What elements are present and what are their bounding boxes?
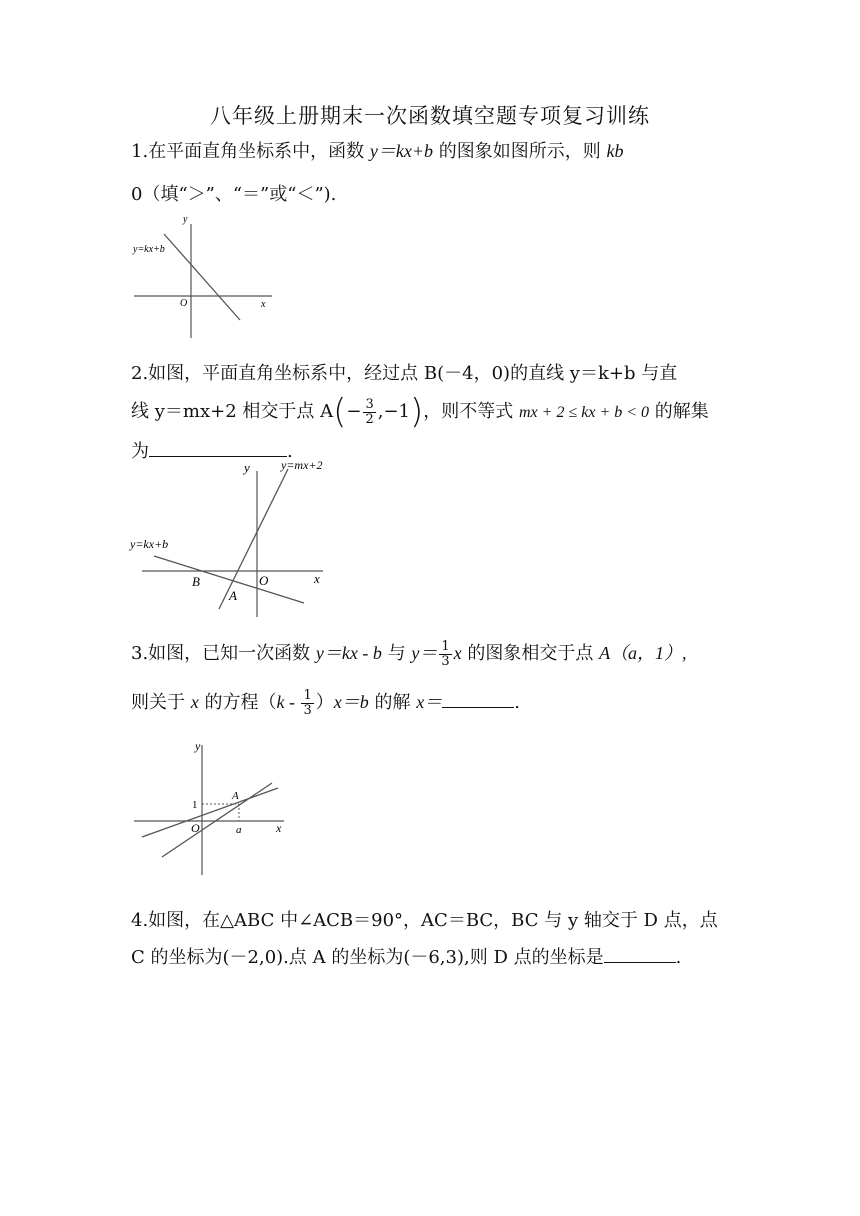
q2-line-mx2-label: y=mx+2 xyxy=(281,458,323,472)
q2-line-kxb-label: y=kx+b xyxy=(130,537,169,551)
q3-line2 xyxy=(131,688,520,718)
q2-answer-blank[interactable] xyxy=(149,440,287,457)
q3-frac2-den: 3 xyxy=(303,702,312,718)
q3-answer-blank[interactable] xyxy=(442,691,514,708)
q3-x-label: x xyxy=(276,821,282,835)
q3-k: k - xyxy=(276,692,300,712)
q1-x-label: x xyxy=(261,299,266,310)
q2-text-d: 的解集 xyxy=(649,401,709,422)
q2-inequality: mx + 2 ≤ kx + b < 0 xyxy=(519,404,650,421)
q1-figure xyxy=(128,212,278,342)
q2-line3-label: 为 xyxy=(131,441,149,462)
q3-function2-right: x xyxy=(453,643,462,663)
q3-origin-label: O xyxy=(191,821,200,835)
q2-figure xyxy=(128,457,343,622)
q2-x-label: x xyxy=(314,571,320,586)
q2-line2 xyxy=(131,392,709,432)
q3-fraction2 xyxy=(301,689,313,718)
q3-text-b: 与 xyxy=(381,643,412,664)
q3-y-label: y xyxy=(195,739,201,753)
q2-paren-left: ( xyxy=(333,392,347,432)
q3-line2-end: . xyxy=(514,692,520,713)
q3-x: x xyxy=(190,692,199,712)
q3-line1 xyxy=(131,639,687,669)
q3-line2-c: ） xyxy=(315,692,334,713)
q3-point: A（a，1）, xyxy=(599,643,687,663)
q3-line2-d: x＝b xyxy=(333,692,369,712)
q3-a-tick-label: a xyxy=(236,824,242,836)
q2-origin-label: O xyxy=(259,573,269,588)
q2-text-c: ，则不等式 xyxy=(423,401,519,422)
q3-line2-e: 的解 xyxy=(368,692,417,713)
q4-line2 xyxy=(131,943,681,969)
q2-y-label: y xyxy=(244,460,250,475)
q2-paren-right: ) xyxy=(410,392,424,432)
q3-one-label: 1 xyxy=(192,799,198,811)
q2-point-neg: − xyxy=(346,401,362,422)
q2-text-b: 线 y＝mx+2 相交于点 A xyxy=(131,401,334,422)
q1-kb: kb xyxy=(606,141,624,161)
q1-line1 xyxy=(131,137,624,163)
q3-frac1-den: 3 xyxy=(441,653,450,669)
q3-line2-b: 的方程（ xyxy=(198,692,277,713)
q3-text-a: 3.如图，已知一次函数 xyxy=(131,643,316,664)
q1-function-line xyxy=(164,234,240,320)
q3-point-a-label: A xyxy=(232,790,239,802)
q3-line-third-x xyxy=(142,788,278,837)
q4-line2-text: C 的坐标为(－2,0).点 A 的坐标为(－6,3),则 D 点的坐标是 xyxy=(131,947,604,968)
q1-line-label: y=kx+b xyxy=(133,244,165,255)
q3-line-kx-b xyxy=(162,783,272,857)
q1-number: 1. xyxy=(131,141,149,162)
q1-y-label: y xyxy=(183,214,188,225)
q3-fraction1 xyxy=(439,640,451,669)
q2-frac-den: 2 xyxy=(365,411,374,427)
q1-origin-label: O xyxy=(180,298,188,309)
q3-function2-left: y＝ xyxy=(411,643,438,663)
q1-text-a: 在平面直角坐标系中，函数 xyxy=(148,141,370,162)
q4-line1: 4.如图，在△ABC 中∠ACB＝90°，AC＝BC，BC 与 y 轴交于 D 点，点 xyxy=(131,910,718,931)
q2-frac-num: 3 xyxy=(365,396,374,412)
q3-function1: y＝kx - b xyxy=(315,643,382,663)
q1-function: y＝kx+b xyxy=(369,141,434,161)
q2-point-b-label: B xyxy=(192,574,200,589)
q1-line2: 0（填“＞”、“＝”或“＜”). xyxy=(131,184,337,205)
q3-frac1-num: 1 xyxy=(441,638,450,654)
q4-answer-blank[interactable] xyxy=(604,946,676,963)
q2-point-rest: ,−1 xyxy=(377,401,410,422)
q2-fraction xyxy=(363,398,375,427)
q2-line3-end: . xyxy=(287,441,293,462)
q3-line2-f: x＝ xyxy=(416,692,443,712)
q3-text-c: 的图象相交于点 xyxy=(461,643,600,664)
q3-line2-a: 则关于 xyxy=(131,692,191,713)
q2-point-a-label: A xyxy=(229,588,237,603)
q3-frac2-num: 1 xyxy=(303,687,312,703)
q4-line2-end: . xyxy=(675,947,682,968)
q3-figure xyxy=(128,735,293,880)
q1-text-b: 的图象如图所示，则 xyxy=(433,141,607,162)
q2-line1: 2.如图，平面直角坐标系中，经过点 B(－4，0)的直线 y＝k+b 与直 xyxy=(131,363,678,384)
page-title: 八年级上册期末一次函数填空题专项复习训练 xyxy=(210,104,650,128)
